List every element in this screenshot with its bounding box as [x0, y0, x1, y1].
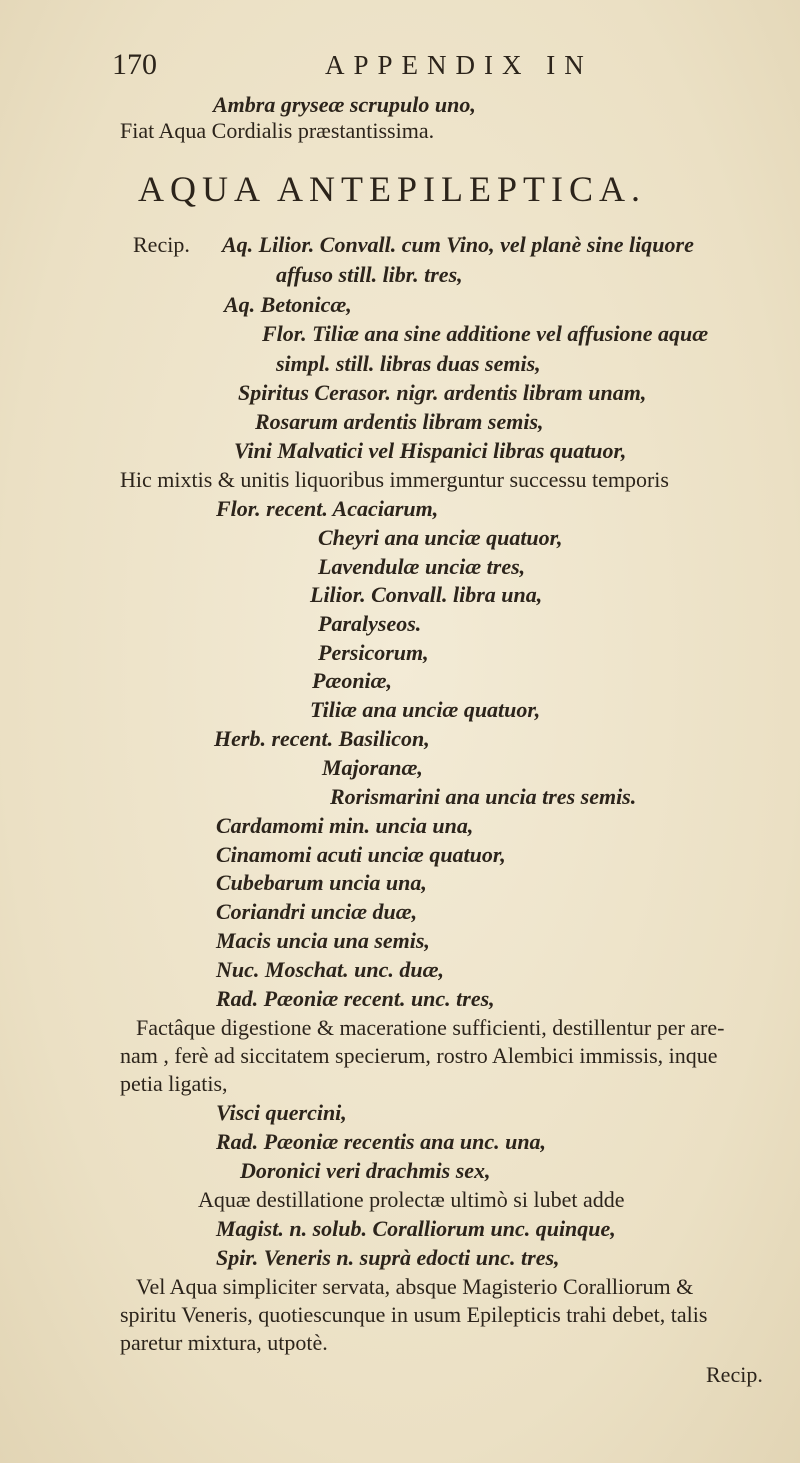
text-line: simpl. still. libras duas semis,	[276, 351, 541, 376]
text-line: Coriandri unciæ duæ,	[216, 899, 418, 924]
text-line: Flor. recent. Acaciarum,	[216, 496, 439, 521]
running-head: APPENDIX IN	[325, 50, 593, 80]
text-line: Paralyseos.	[318, 611, 422, 636]
page-header	[0, 48, 800, 88]
text-line: Recip.	[133, 232, 190, 257]
text-line: Visci quercini,	[216, 1100, 347, 1125]
text-line: Cinamomi acuti unciæ quatuor,	[216, 842, 506, 867]
text-line: Aq. Lilior. Convall. cum Vino, vel planè sine liquore	[222, 232, 694, 257]
text-line: Flor. Tiliæ ana sine additione vel affusione aquæ	[262, 321, 709, 346]
text-line: Hic mixtis & unitis liquoribus immerguntur successu temporis	[120, 467, 669, 492]
text-line: Fiat Aqua Cordialis præstantissima.	[120, 118, 435, 143]
text-line: Nuc. Moschat. unc. duæ,	[216, 957, 444, 982]
text-line: Tiliæ ana unciæ quatuor,	[310, 697, 541, 722]
page-number: 170	[112, 48, 157, 81]
text-line: Rad. Pæoniæ recentis ana unc. una,	[216, 1129, 547, 1154]
text-line: Ambra gryseæ scrupulo uno,	[213, 92, 476, 117]
text-line: Magist. n. solub. Coralliorum unc. quinque,	[216, 1216, 616, 1241]
text-line: spiritu Veneris, quotiescunque in usum Epilepticis trahi debet, talis	[120, 1302, 708, 1327]
text-line: Vel Aqua simpliciter servata, absque Magisterio Coralliorum &	[136, 1274, 694, 1299]
text-line: Lilior. Convall. libra una,	[310, 582, 543, 607]
text-line: Spiritus Cerasor. nigr. ardentis libram unam,	[238, 380, 647, 405]
text-line: Cardamomi min. uncia una,	[216, 813, 474, 838]
catchword: Recip.	[706, 1362, 763, 1387]
text-line: Aquæ destillatione prolectæ ultimò si lubet adde	[198, 1187, 625, 1212]
text-line: Spir. Veneris n. suprà edocti unc. tres,	[216, 1245, 560, 1270]
text-line: petia ligatis,	[120, 1071, 228, 1096]
text-line: Macis uncia una semis,	[216, 928, 430, 953]
text-line: affuso still. libr. tres,	[276, 262, 463, 287]
text-line: paretur mixtura, utpotè.	[120, 1330, 328, 1355]
text-line: Pæoniæ,	[312, 668, 393, 693]
text-line: Rosarum ardentis libram semis,	[255, 409, 544, 434]
text-line: Herb. recent. Basilicon,	[214, 726, 430, 751]
text-line: Rorismarini ana uncia tres semis.	[330, 784, 637, 809]
text-line: Cheyri ana unciæ quatuor,	[318, 525, 563, 550]
text-line: Majoranæ,	[322, 755, 423, 780]
text-line: Persicorum,	[318, 640, 429, 665]
section-title: AQUA ANTEPILEPTICA.	[138, 169, 646, 209]
text-line: Factâque digestione & maceratione sufficienti, destillentur per are-	[136, 1015, 725, 1040]
text-line: Lavendulæ unciæ tres,	[318, 554, 526, 579]
text-line: Cubebarum uncia una,	[216, 870, 427, 895]
text-line: Vini Malvatici vel Hispanici libras quatuor,	[234, 438, 627, 463]
text-line: nam , ferè ad siccitatem specierum, rostro Alembici immissis, inque	[120, 1043, 718, 1068]
text-line: Aq. Betonicæ,	[224, 292, 352, 317]
text-line: Rad. Pæoniæ recent. unc. tres,	[216, 986, 495, 1011]
text-line: Doronici veri drachmis sex,	[240, 1158, 491, 1183]
